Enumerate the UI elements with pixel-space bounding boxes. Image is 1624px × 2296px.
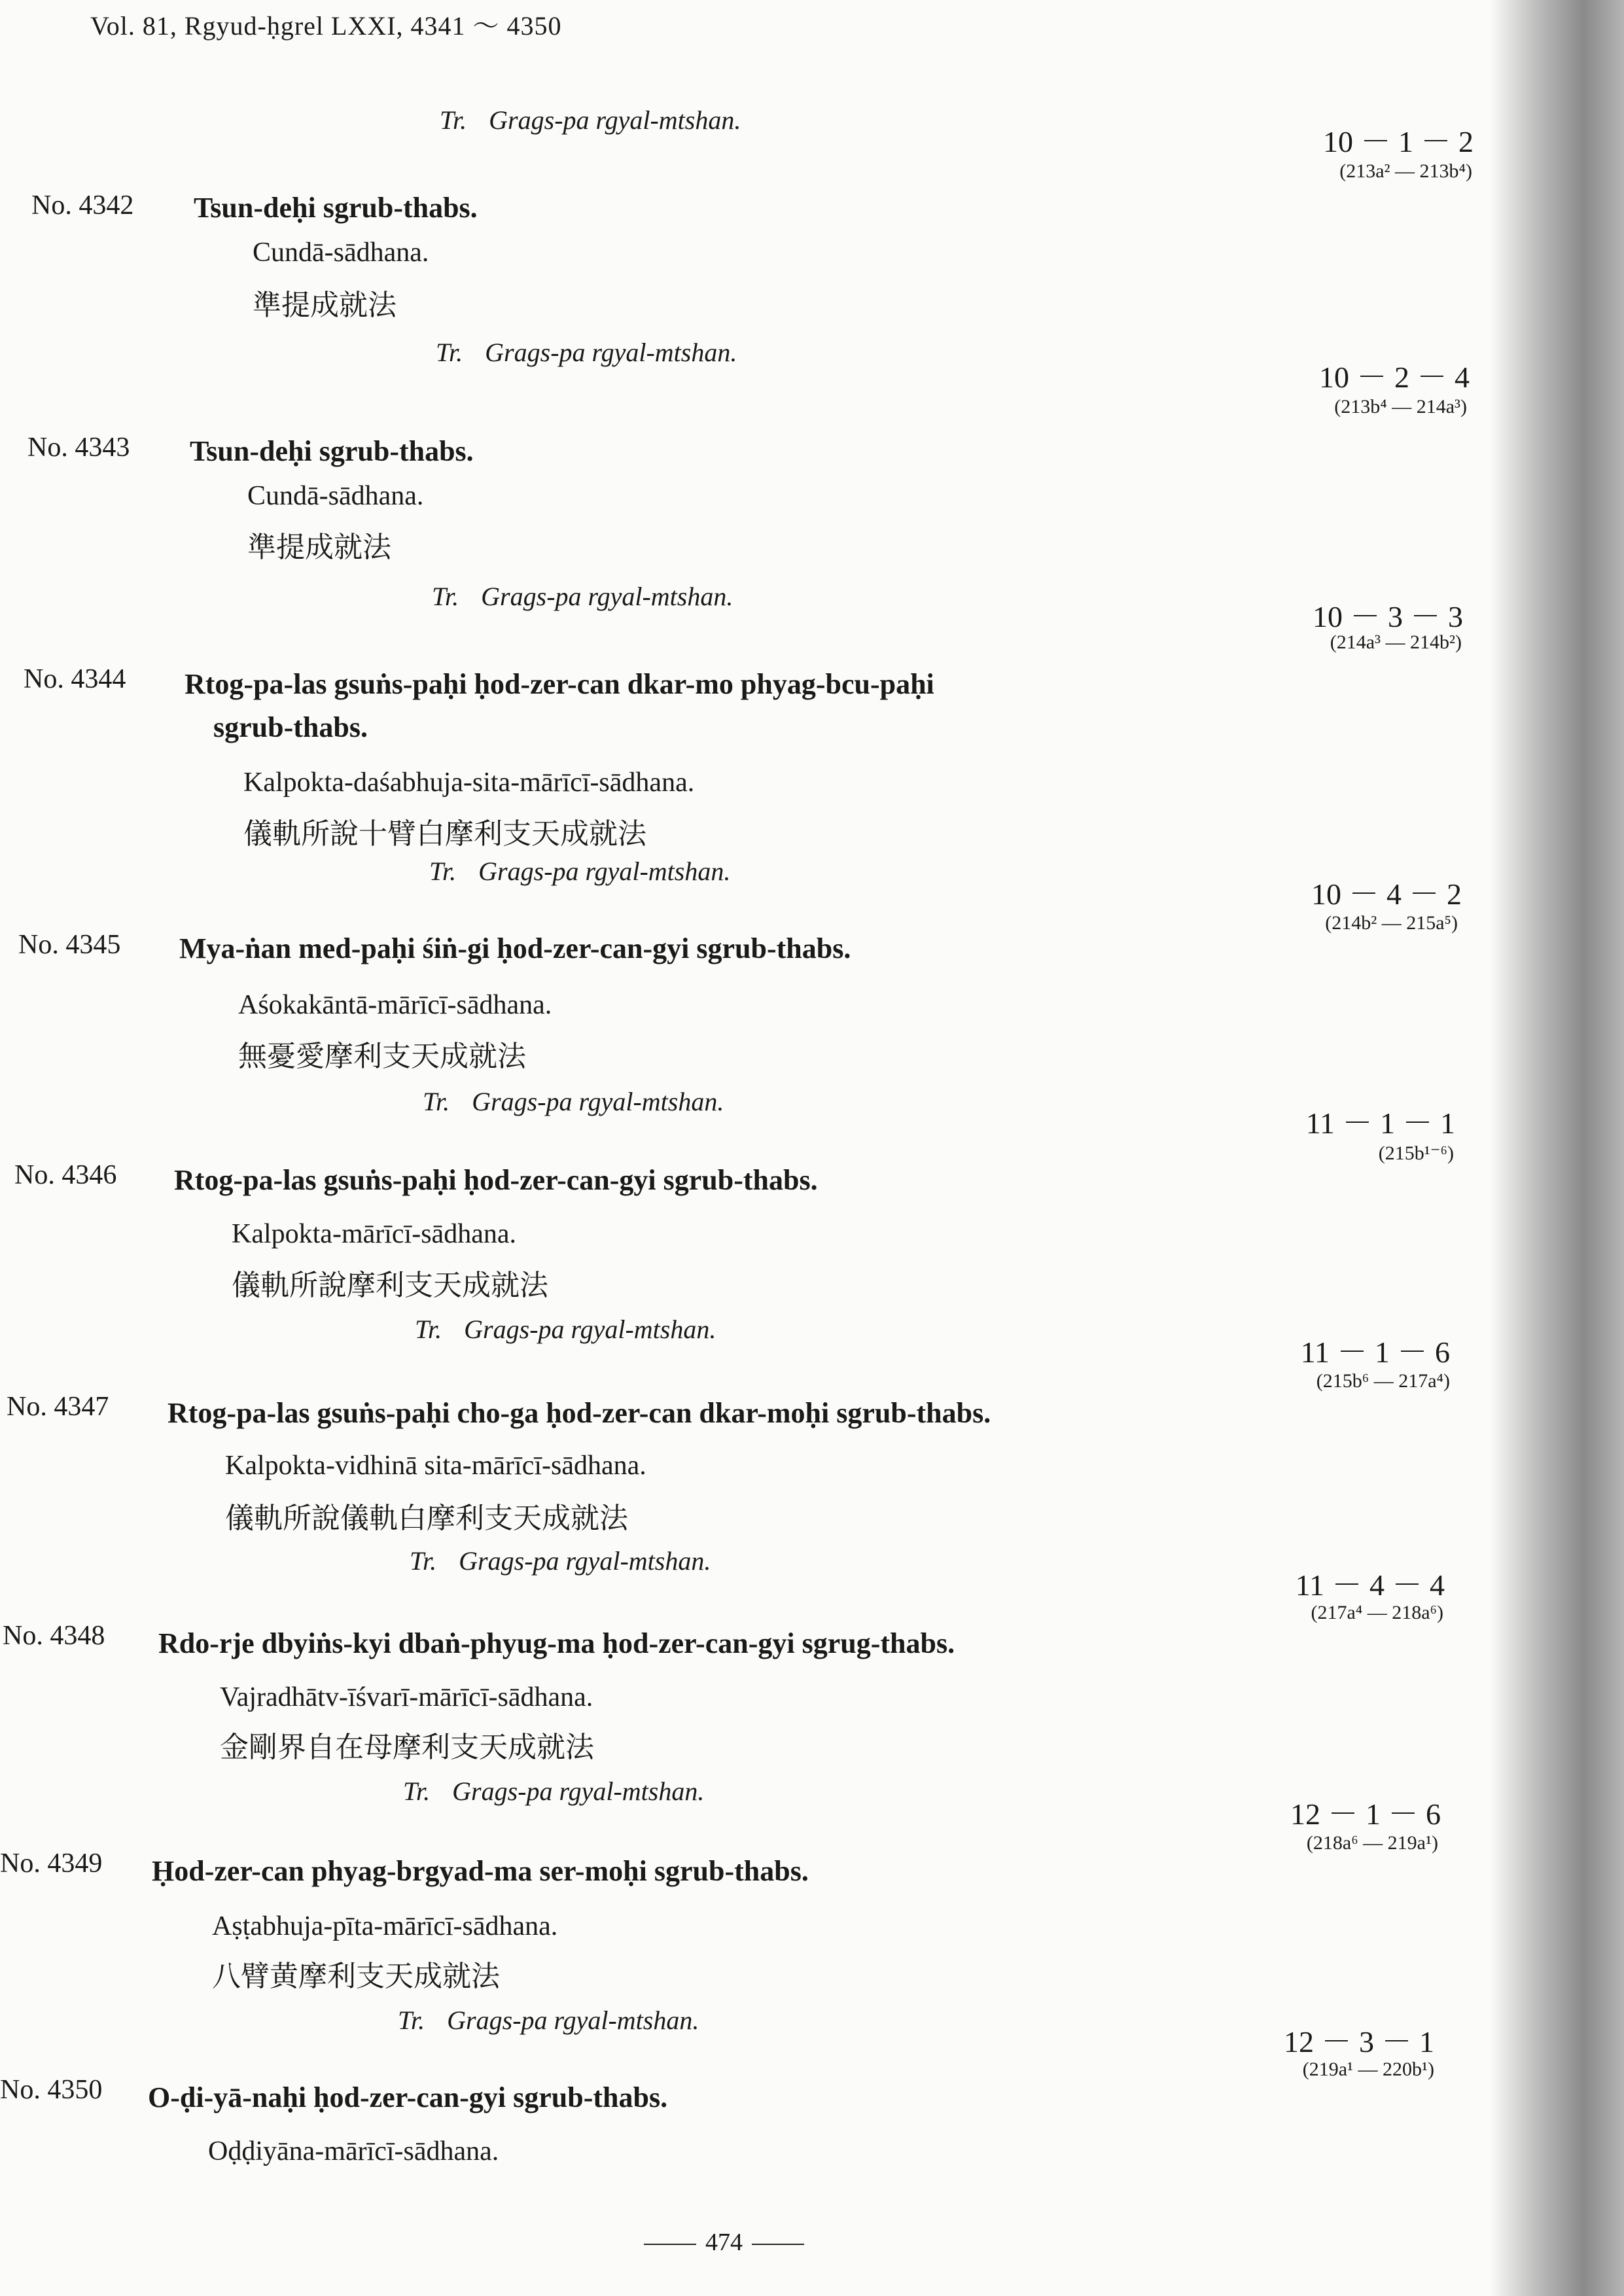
translator-line (398, 2005, 699, 2036)
translator-line (429, 856, 730, 887)
translator-name: Grags-pa rgyal-mtshan. (472, 1087, 724, 1116)
translator-label: Tr. (403, 1776, 431, 1806)
chinese-title: 儀軌所說十臂白摩利支天成就法 (243, 817, 646, 851)
translator-label: Tr. (440, 105, 467, 135)
tibetan-title: Tsun-deḥi sgrub-thabs. (194, 192, 478, 224)
page-number-rule-left (644, 2244, 696, 2245)
entry-number: No. 4344 (24, 664, 126, 694)
page-number (635, 2228, 813, 2257)
translator-line (415, 1314, 716, 1345)
translator-label: Tr. (410, 1546, 437, 1576)
volume-ref: 11 － 1 － 1 (1305, 1106, 1455, 1140)
translator-line (440, 105, 741, 135)
chinese-title: 準提成就法 (253, 289, 397, 322)
folio-ref: (218a⁶ — 219a¹) (1306, 1832, 1438, 1854)
folio-ref: (219a¹ — 220b¹) (1302, 2058, 1434, 2080)
volume-ref: 11 － 1 － 6 (1300, 1335, 1450, 1369)
sanskrit-title: Aṣṭabhuja-pīta-mārīcī-sādhana. (212, 1911, 558, 1941)
translator-line (403, 1776, 704, 1807)
chinese-title: 無憂愛摩利支天成就法 (238, 1040, 526, 1073)
entry-number: No. 4342 (31, 190, 134, 221)
translator-name: Grags-pa rgyal-mtshan. (452, 1776, 705, 1806)
translator-name: Grags-pa rgyal-mtshan. (447, 2005, 699, 2035)
entry-number: No. 4350 (0, 2075, 103, 2105)
folio-ref: (214b² — 215a⁵) (1325, 912, 1458, 934)
chinese-title: 八臂黄摩利支天成就法 (212, 1960, 500, 1993)
volume-ref: 11 － 4 － 4 (1295, 1568, 1445, 1602)
folio-ref: (214a³ — 214b²) (1330, 631, 1462, 653)
entry-number: No. 4349 (0, 1848, 103, 1879)
tibetan-title: Rtog-pa-las gsuṅs-paḥi ḥod-zer-can dkar-mo phyag-bcu-paḥi (185, 668, 934, 700)
sanskrit-title: Kalpokta-mārīcī-sādhana. (232, 1219, 516, 1249)
folio-ref: (213a² — 213b⁴) (1339, 160, 1472, 182)
tibetan-title: O-ḍi-yā-naḥi ḥod-zer-can-gyi sgrub-thabs. (148, 2081, 668, 2113)
translator-label: Tr. (429, 857, 457, 886)
tibetan-title: Mya-ṅan med-paḥi śiṅ-gi ḥod-zer-can-gyi sgrub-thabs. (179, 932, 851, 964)
entry-number: No. 4348 (3, 1621, 105, 1651)
volume-ref: 10 － 1 － 2 (1323, 125, 1474, 158)
tibetan-title: Rtog-pa-las gsuṅs-paḥi cho-ga ḥod-zer-can dkar-moḥi sgrub-thabs. (168, 1397, 991, 1429)
volume-ref: 10 － 2 － 4 (1319, 361, 1470, 394)
sanskrit-title: Kalpokta-daśabhuja-sita-mārīcī-sādhana. (243, 768, 695, 798)
translator-line (432, 581, 733, 612)
entry-number: No. 4343 (27, 433, 130, 463)
translator-line (410, 1545, 711, 1576)
volume-ref: 10 － 3 － 3 (1313, 600, 1463, 633)
tibetan-title: Ḥod-zer-can phyag-brgyad-ma ser-moḥi sgrub-thabs. (152, 1855, 809, 1887)
translator-label: Tr. (436, 338, 463, 367)
entry-number: No. 4345 (18, 930, 121, 960)
folio-ref: (213b⁴ — 214a³) (1334, 396, 1467, 417)
sanskrit-title: Vajradhātv-īśvarī-mārīcī-sādhana. (220, 1682, 593, 1712)
tibetan-title: Rtog-pa-las gsuṅs-paḥi ḥod-zer-can-gyi sgrub-thabs. (174, 1164, 818, 1196)
volume-ref: 12 － 3 － 1 (1284, 2025, 1434, 2058)
tibetan-title: Tsun-deḥi sgrub-thabs. (190, 435, 474, 467)
translator-label: Tr. (398, 2005, 425, 2035)
translator-name: Grags-pa rgyal-mtshan. (459, 1546, 711, 1576)
chinese-title: 儀軌所說摩利支天成就法 (232, 1269, 548, 1302)
page-edge-shadow (1490, 0, 1624, 2296)
translator-name: Grags-pa rgyal-mtshan. (464, 1315, 716, 1344)
translator-label: Tr. (423, 1087, 450, 1116)
translator-name: Grags-pa rgyal-mtshan. (481, 582, 733, 611)
chinese-title: 金剛界自在母摩利支天成就法 (220, 1731, 594, 1764)
folio-ref: (217a⁴ — 218a⁶) (1311, 1602, 1443, 1623)
volume-ref: 12 － 1 － 6 (1290, 1797, 1441, 1831)
folio-ref: (215b¹⁻⁶) (1378, 1142, 1454, 1164)
translator-name: Grags-pa rgyal-mtshan. (489, 105, 741, 135)
running-header: Vol. 81, Rgyud-ḥgrel LXXI, 4341 ～ 4350 (90, 11, 562, 41)
tibetan-title-continued: sgrub-thabs. (213, 711, 368, 743)
sanskrit-title: Aśokakāntā-mārīcī-sādhana. (238, 990, 552, 1020)
translator-line (423, 1086, 724, 1117)
sanskrit-title: Kalpokta-vidhinā sita-mārīcī-sādhana. (225, 1451, 646, 1481)
entry-number: No. 4346 (14, 1160, 117, 1190)
chinese-title: 準提成就法 (247, 531, 391, 564)
translator-label: Tr. (432, 582, 459, 611)
sanskrit-title: Oḍḍiyāna-mārīcī-sādhana. (208, 2136, 499, 2166)
page-number-rule-right (752, 2244, 804, 2245)
translator-name: Grags-pa rgyal-mtshan. (478, 857, 731, 886)
volume-ref: 10 － 4 － 2 (1311, 877, 1462, 911)
tibetan-title: Rdo-rje dbyiṅs-kyi dbaṅ-phyug-ma ḥod-zer-can-gyi sgrug-thabs. (158, 1627, 955, 1659)
translator-label: Tr. (415, 1315, 442, 1344)
folio-ref: (215b⁶ — 217a⁴) (1316, 1370, 1450, 1392)
entry-number: No. 4347 (7, 1392, 109, 1422)
chinese-title: 儀軌所說儀軌白摩利支天成就法 (225, 1502, 628, 1535)
translator-name: Grags-pa rgyal-mtshan. (485, 338, 737, 367)
translator-line (436, 337, 737, 368)
sanskrit-title: Cundā-sādhana. (253, 238, 429, 268)
page-number-text: 474 (705, 2229, 743, 2256)
sanskrit-title: Cundā-sādhana. (247, 481, 424, 511)
